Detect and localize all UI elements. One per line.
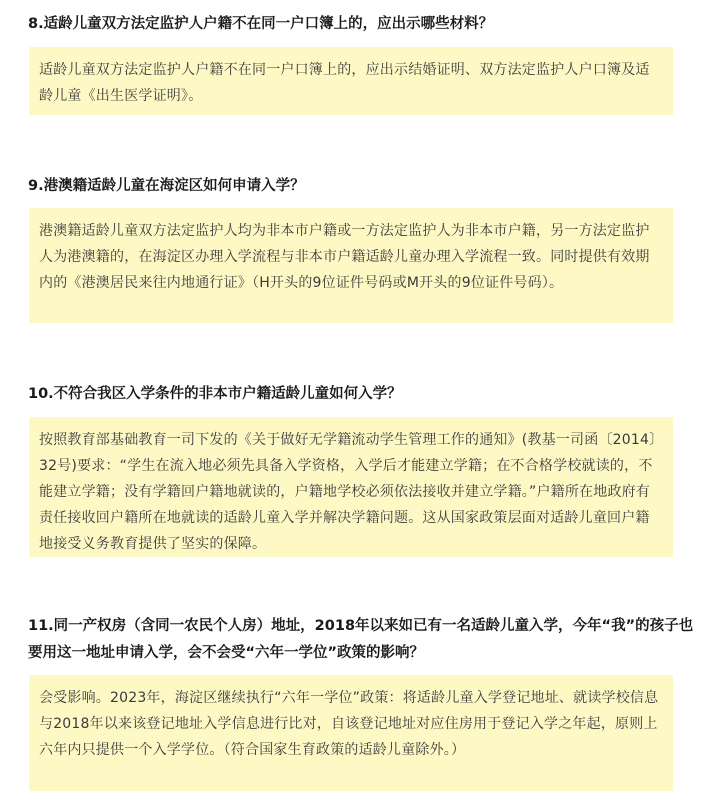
faq-answer-box (29, 417, 673, 557)
faq-answer-text: 会受影响。2023年，海淀区继续执行“六年一学位”政策：将适龄儿童入学登记地址、就读学校信息与2018年以来该登记地址入学信息进行比对，自该登记地址对应住房用于登记入学之年起，原则上六年内只提供一个入学学位。（符合国家生育政策的适龄儿童除外。） (39, 690, 659, 758)
faq-question: 11.同一产权房（含同一农民个人房）地址，2018年以来如已有一名适龄儿童入学，今年“我”的孩子也要用这一地址申请入学，会不会受“六年一学位”政策的影响？ (28, 618, 694, 661)
faq-answer-text: 按照教育部基础教育一司下发的《关于做好无学籍流动学生管理工作的通知》(教基一司函〔2014〕32号)要求：“学生在流入地必须先具备入学资格，入学后才能建立学籍；在不合格学校就读的，不能建立学籍；没有学籍回户籍地就读的，户籍地学校必须依法接收并建立学籍。”户籍所在地政府有责任接收回户籍所在地就读的适龄儿童入学并解决学籍问题。这从国家政策层面对适龄儿童回户籍地接受义务教育提供了坚实的保障。 (39, 432, 657, 552)
faq-answer-box (29, 47, 673, 115)
faq-answer-text: 适龄儿童双方法定监护人户籍不在同一户口簿上的，应出示结婚证明、双方法定监护人户口簿及适龄儿童《出生医学证明》。 (39, 62, 650, 104)
faq-answer-box (29, 675, 673, 791)
faq-question: 10.不符合我区入学条件的非本市户籍适龄儿童如何入学？ (28, 386, 402, 402)
faq-question: 9.港澳籍适龄儿童在海淀区如何申请入学？ (28, 178, 305, 194)
faq-question: 8.适龄儿童双方法定监护人户籍不在同一户口簿上的，应出示哪些材料？ (28, 16, 494, 32)
faq-answer-box (29, 208, 673, 323)
faq-answer-text: 港澳籍适龄儿童双方法定监护人均为非本市户籍或一方法定监护人为非本市户籍，另一方法定监护人为港澳籍的，在海淀区办理入学流程与非本市户籍适龄儿童办理入学流程一致。同时提供有效期内的《港澳居民来往内地通行证》（H开头的9位证件号码或M开头的9位证件号码）。 (39, 223, 650, 291)
